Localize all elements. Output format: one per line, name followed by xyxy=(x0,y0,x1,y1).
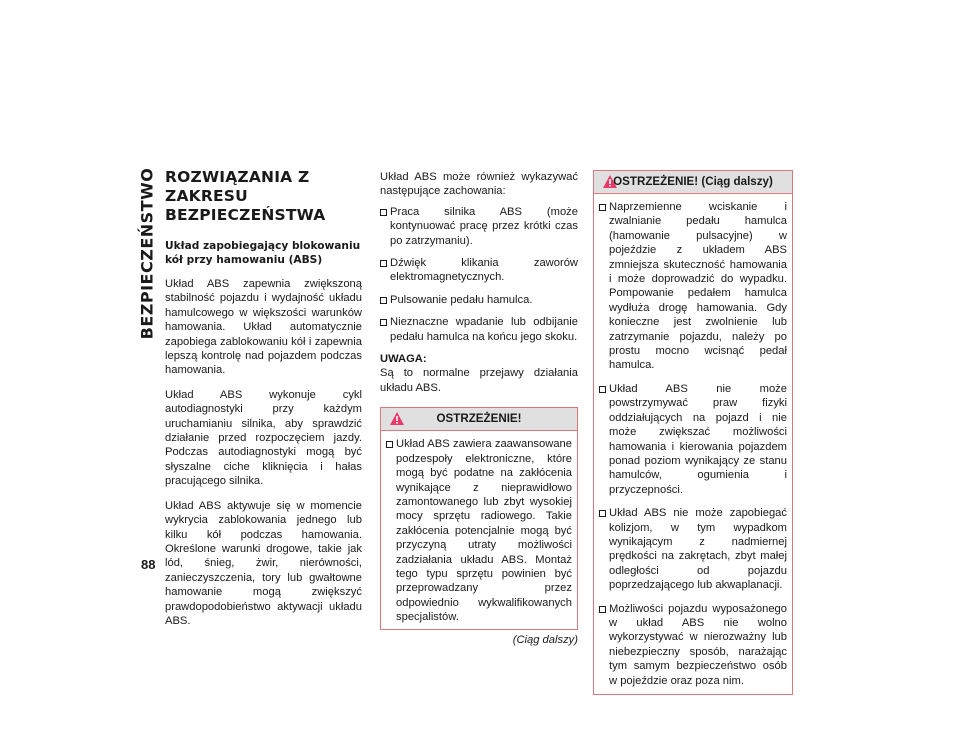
warning-title: OSTRZEŻENIE! xyxy=(436,412,522,426)
column-1 xyxy=(165,168,362,638)
paragraph: Układ ABS zapewnia zwiększoną stabilność pojazdu i wydajność układu hamulcowego w większości warunków hamowania. Układ automatycznie zapobiega zablokowaniu kół i zapewnia lepszą kontrolę nad pojazdem podczas hamowania. xyxy=(165,278,362,377)
list-item: Nieznaczne wpadanie lub odbijanie pedału hamulca na końcu jego skoku. xyxy=(380,315,578,344)
warning-triangle-icon xyxy=(602,174,618,189)
warning-header xyxy=(594,171,792,194)
sub-heading: Układ zapobiegający blokowaniu kół przy hamowaniu (ABS) xyxy=(165,240,361,266)
list-item: Możliwości pojazdu wyposażonego w układ ABS nie wolno wykorzystywać w nierozważny lub niebezpieczny sposób, narażając tym samym bezpieczeństwo osób w pojeździe oraz poza nim. xyxy=(599,602,787,688)
paragraph: Układ ABS wykonuje cykl autodiagnostyki przy każdym uruchamianiu silnika, aby sprawdzić działanie przed rozpoczęciem jazdy. Podczas autodiagnostyki mogą być słyszalne ciche kliknięcia i hałas pracującego silnika. xyxy=(165,388,362,488)
list-item: Praca silnika ABS (może kontynuować pracę przez krótki czas po zatrzymaniu). xyxy=(380,205,578,248)
column-3 xyxy=(593,170,793,695)
warning-triangle-icon xyxy=(389,411,405,426)
continued-label: (Ciąg dalszy) xyxy=(512,633,578,646)
list-item: Pulsowanie pedału hamulca. xyxy=(380,293,578,307)
warning-header xyxy=(381,408,577,431)
main-heading: ROZWIĄZANIA Z ZAKRESU BEZPIECZEŃSTWA xyxy=(165,168,326,224)
warning-list xyxy=(599,200,787,688)
intro-text: Układ ABS może również wykazywać następujące zachowania: xyxy=(380,171,578,198)
warning-body xyxy=(594,194,792,694)
warning-list xyxy=(386,437,572,624)
list-item: Naprzemienne wciskanie i zwalnianie pedału hamulca (hamowanie pulsacyjne) w pojeździe z układem ABS zmniejsza skuteczność hamowania i może doprowadzić do wypadku. Pompowanie pedałem hamulca wydłuża drogę hamowania. Gdy konieczne jest zwolnienie lub zatrzymanie pojazdu, należy po prostu mocno wcisnąć pedał hamulca. xyxy=(599,200,787,373)
warning-box-continued xyxy=(593,170,793,695)
section-tab-label: BEZPIECZEŃSTWO xyxy=(137,167,157,339)
list-item: Układ ABS nie może powstrzymywać praw fizyki oddziałujących na pojazd i nie może zwiększać możliwości hamowania i kierowania pojazdem ponad poziom wynikający ze stanu hamulców, ogumienia i przyczepności. xyxy=(599,382,787,497)
behavior-list xyxy=(380,205,578,344)
note-label: UWAGA: xyxy=(380,353,427,366)
warning-box xyxy=(380,407,578,629)
warning-title: OSTRZEŻENIE! (Ciąg dalszy) xyxy=(613,174,773,188)
page-number: 88 xyxy=(141,557,156,572)
note-text: Są to normalne przejawy działania układu ABS. xyxy=(380,367,578,394)
warning-body xyxy=(381,431,577,628)
list-item: Dźwięk klikania zaworów elektromagnetycznych. xyxy=(380,256,578,285)
section-tab xyxy=(136,168,158,338)
list-item: Układ ABS zawiera zaawansowane podzespoły elektroniczne, które mogą być podatne na zakłócenia wynikające z nieprawidłowo zamontowanego lub zbyt wysokiej mocy sprzętu radiowego. Takie zakłócenia potencjalnie mogą być przyczyną utraty możliwości zadziałania układu ABS. Montaż tego typu sprzętu powinien być przeprowadzany przez odpowiednio wykwalifikowanych specjalistów. xyxy=(386,437,572,624)
list-item: Układ ABS nie może zapobiegać kolizjom, w tym wypadkom wynikającym z nadmiernej prędkości na zakrętach, zbyt małej odległości od pojazdu poprzedzającego lub akwaplanacji. xyxy=(599,506,787,592)
paragraph: Układ ABS aktywuje się w momencie wykrycia zablokowania jednego lub kilku kół podczas hamowania. Określone warunki drogowe, takie jak lód, śnieg, żwir, nierówności, zanieczyszczenia, tory lub gwałtowne hamowanie mogą zwiększyć prawdopodobieństwo aktywacji układu ABS. xyxy=(165,499,362,627)
column-2 xyxy=(380,170,578,647)
